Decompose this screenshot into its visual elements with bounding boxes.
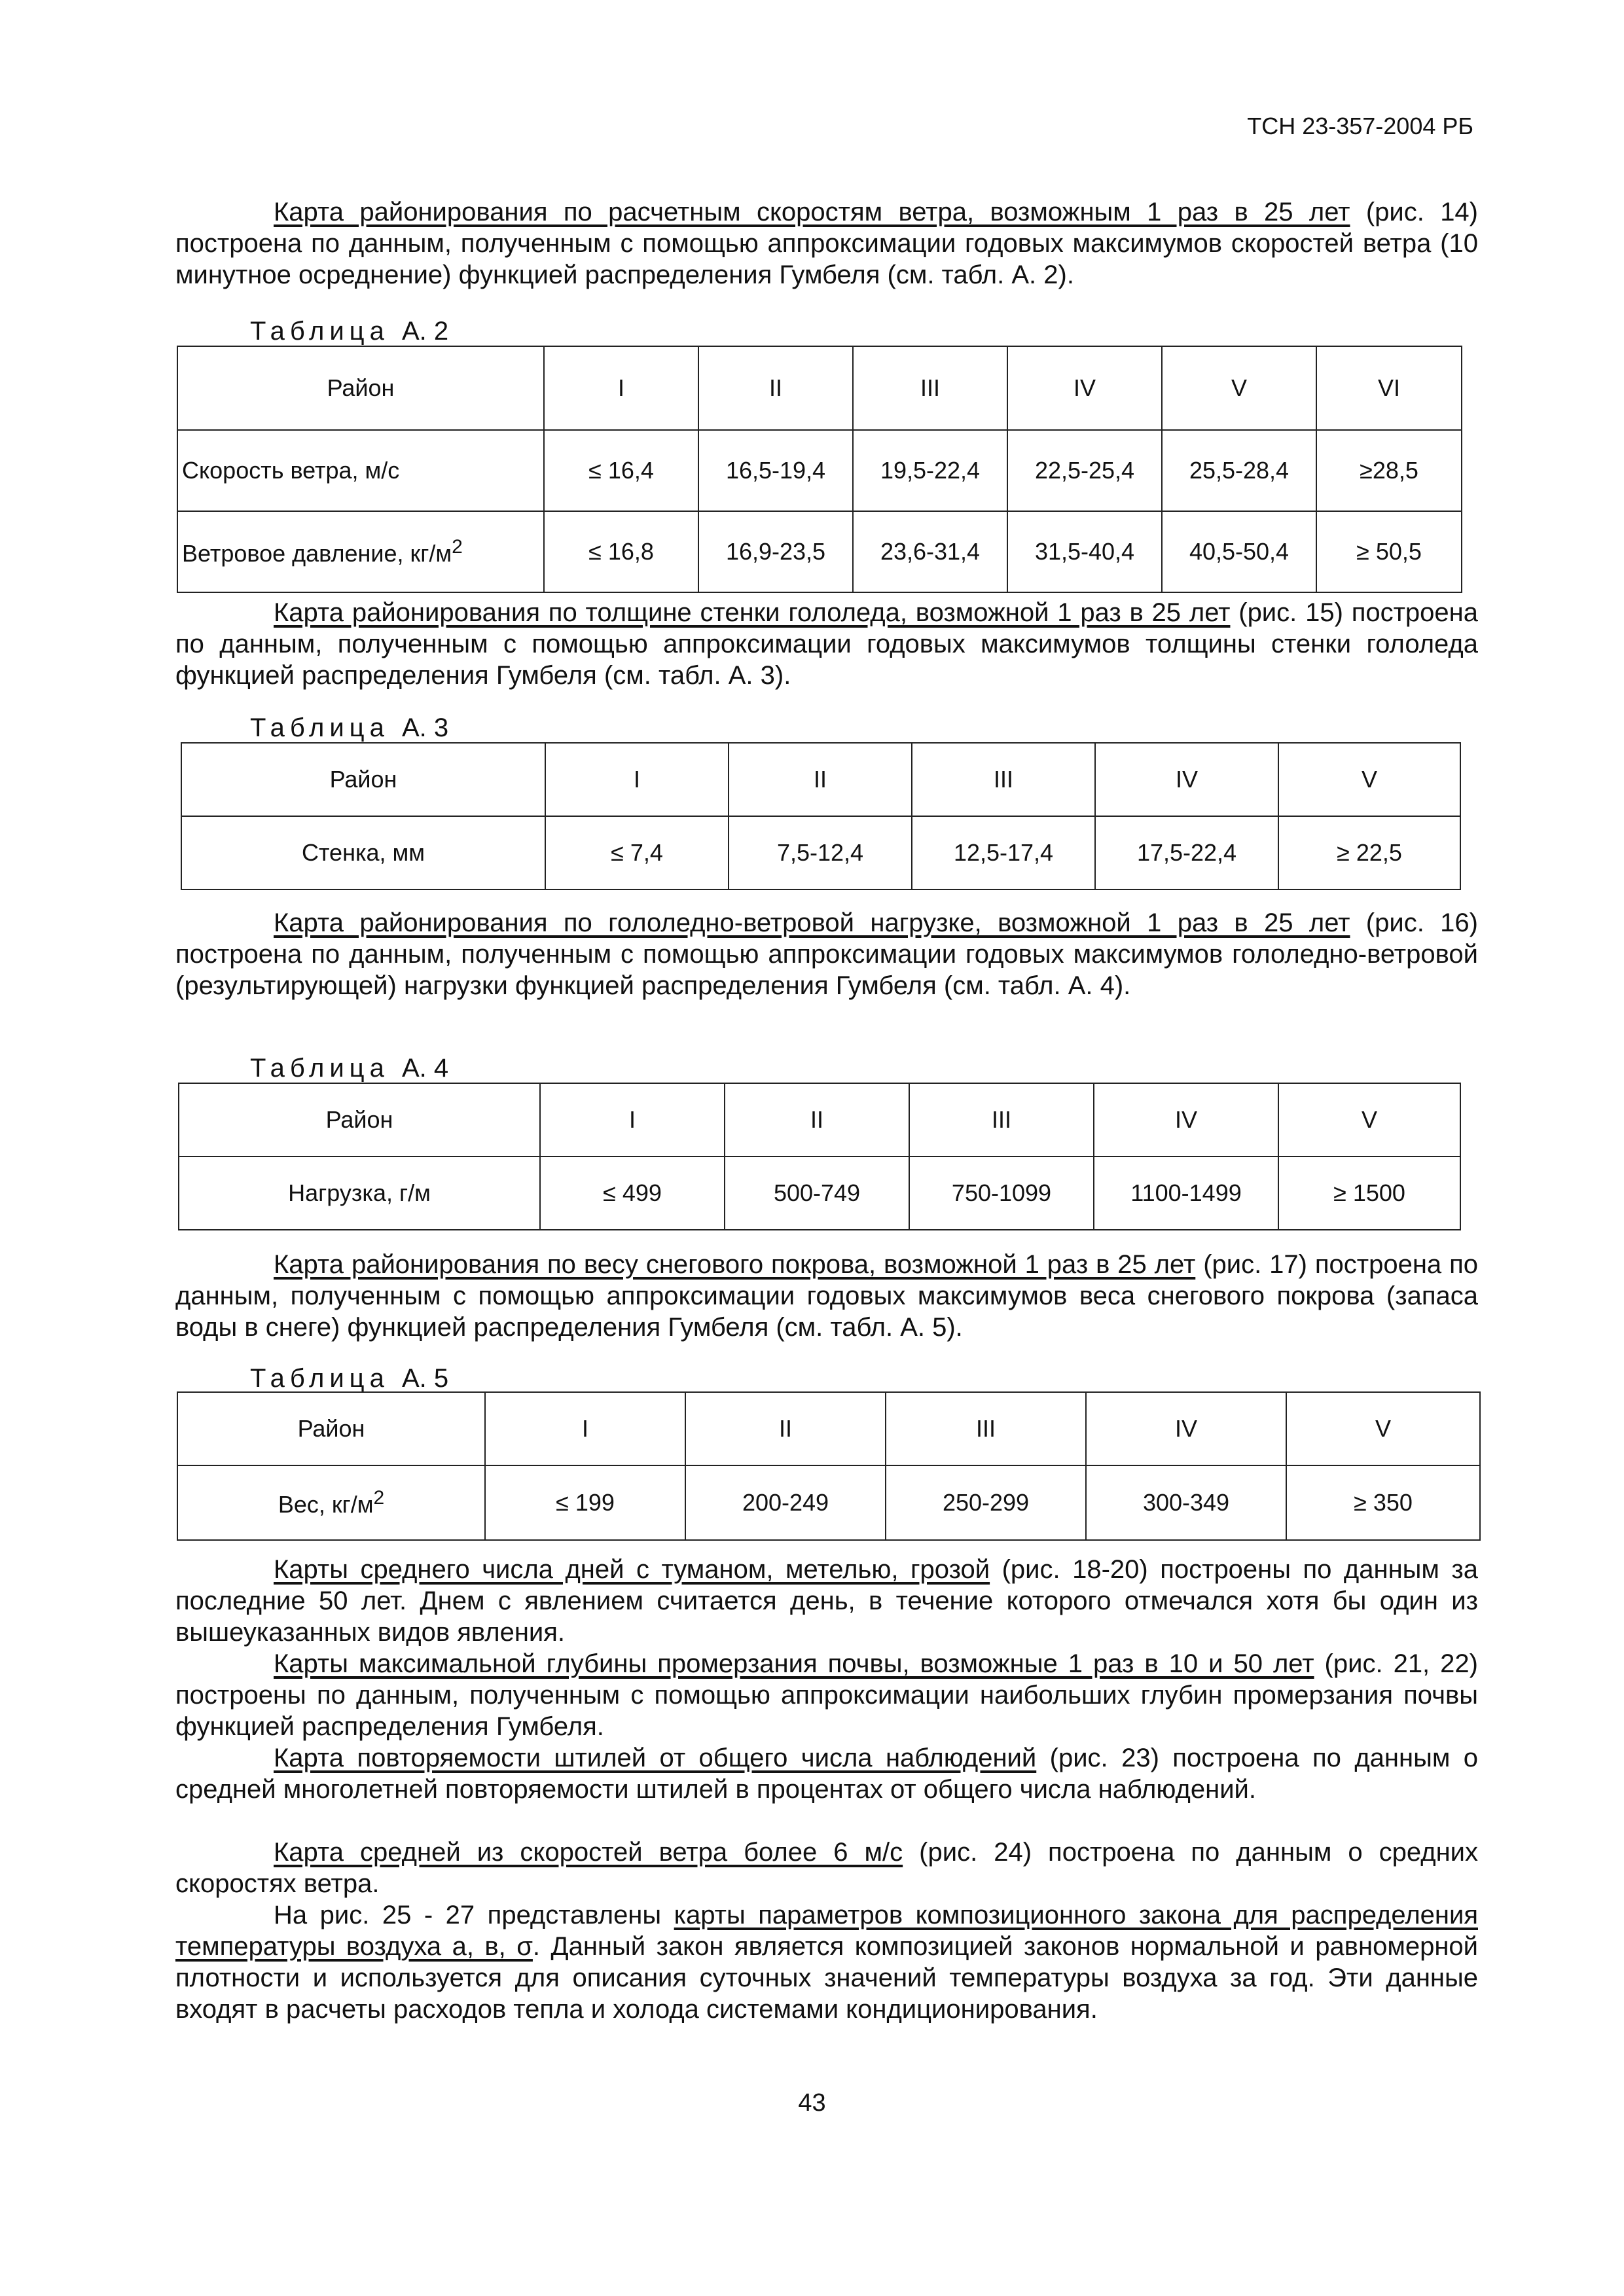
table-row: Район I II III IV V VI (177, 346, 1462, 430)
table-row: Ветровое давление, $кг/м^2$ ≤ 16,8 16,9-23,5 23,6-31,4 31,5-40,4 40,5-50,4 ≥ 50,5 (177, 511, 1462, 592)
paragraph-ice-wind-map: Карта районирования по гололедно-ветровой нагрузке, возможной 1 раз в 25 лет (рис. 16) построена по данным, полученным с помощью аппроксимации годовых максимумов гололедно-ветровой (результирующей) нагрузки функцией распределения Гумбеля (см. табл. А. 4). (175, 908, 1478, 1000)
link-wind-map-title: Карта районирования по расчетным скоростям ветра, возможным 1 раз в 25 лет (274, 198, 1350, 226)
table-row: Скорость ветра, м/с ≤ 16,4 16,5-19,4 19,5-22,4 22,5-25,4 25,5-28,4 ≥28,5 (177, 430, 1462, 511)
table-a3 (181, 742, 1461, 890)
table-a5-caption: Таблица А. 5 (250, 1364, 449, 1393)
table-a5 (177, 1391, 1481, 1541)
paragraph-wind-map: Карта районирования по расчетным скоростям ветра, возможным 1 раз в 25 лет (рис. 14) построена по данным, полученным с помощью аппроксимации годовых максимумов скоростей ветра (10 минутное осреднение) функцией распределения Гумбеля (см. табл. А. 2). (175, 198, 1478, 289)
table-row: Район I II III IV V (181, 743, 1460, 816)
table-row: Вес, $кг/м^2$ ≤ 199 200-249 250-299 300-349 ≥ 350 (177, 1465, 1480, 1540)
table-row: Район I II III IV V (177, 1392, 1480, 1465)
paragraph-frost-map: Карты максимальной глубины промерзания почвы, возможные 1 раз в 10 и 50 лет (рис. 21, 22) построены по данным, полученным с помощью аппроксимации наибольших глубин промерзания почвы функцией распределения Гумбеля. (175, 1649, 1478, 1741)
paragraph-fog-map: Карты среднего числа дней с туманом, метелью, грозой (рис. 18-20) построены по данным за последние 50 лет. Днем с явлением считается день, в течение которого отмечался хотя бы один из вышеуказанных видов явления. (175, 1555, 1478, 1647)
table-row: Нагрузка, г/м ≤ 499 500-749 750-1099 1100-1499 ≥ 1500 (179, 1157, 1460, 1230)
paragraph-composition-law: На рис. 25 - 27 представлены карты параметров композиционного закона для распределения температуры воздуха a, в, σ. Данный закон является композицией законов нормальной и равномерной плотности и используется для описания суточных значений температуры воздуха за год. Эти данные входят в расчеты расходов тепла и холода системами кондиционирования. (175, 1901, 1478, 2024)
table-a2-caption: Таблица А. 2 (250, 317, 449, 346)
table-a4-caption: Таблица А. 4 (250, 1054, 449, 1083)
paragraph-wind6-map: Карта средней из скоростей ветра более 6 м/с (рис. 24) построена по данным о средних скоростях ветра. (175, 1838, 1478, 1898)
table-a4 (178, 1083, 1461, 1230)
table-row: Район I II III IV V (179, 1083, 1460, 1157)
table-a3-caption: Таблица А. 3 (250, 713, 449, 742)
page-number: 43 (798, 2089, 826, 2117)
table-row: Стенка, мм ≤ 7,4 7,5-12,4 12,5-17,4 17,5-22,4 ≥ 22,5 (181, 816, 1460, 889)
table-a2 (177, 346, 1462, 593)
document-code: ТСН 23-357-2004 РБ (1247, 113, 1473, 139)
paragraph-ice-map: Карта районирования по толщине стенки гололеда, возможной 1 раз в 25 лет (рис. 15) построена по данным, полученным с помощью аппроксимации годовых максимумов толщины стенки гололеда функцией распределения Гумбеля (см. табл. А. 3). (175, 598, 1478, 690)
paragraph-calm-map: Карта повторяемости штилей от общего числа наблюдений (рис. 23) построена по данным о средней многолетней повторяемости штилей в процентах от общего числа наблюдений. (175, 1744, 1478, 1804)
paragraph-snow-map: Карта районирования по весу снегового покрова, возможной 1 раз в 25 лет (рис. 17) построена по данным, полученным с помощью аппроксимации годовых максимумов веса снегового покрова (запаса воды в снеге) функцией распределения Гумбеля (см. табл. А. 5). (175, 1250, 1478, 1342)
